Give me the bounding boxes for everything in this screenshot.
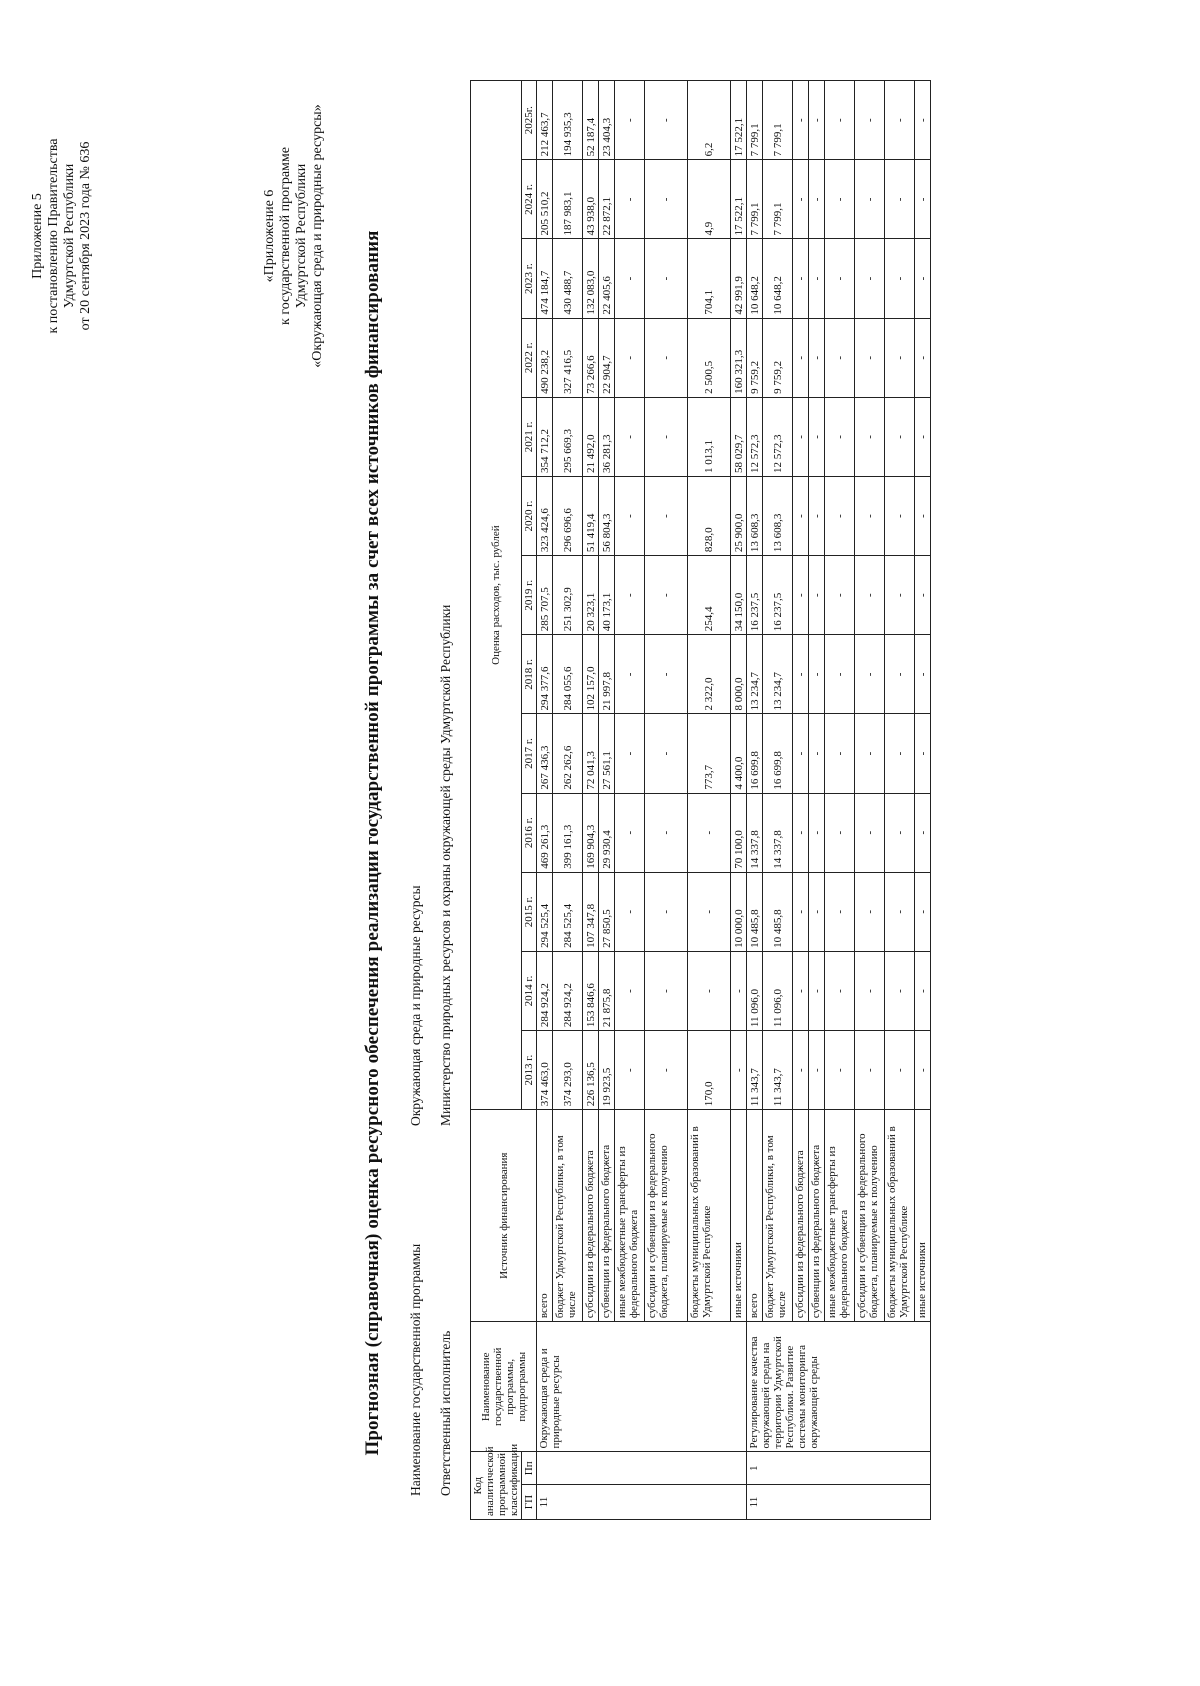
- source-cell: бюджеты муниципальных образований в Удмуртской Республике: [688, 1110, 731, 1322]
- value-cell: 294 377,6: [537, 635, 553, 714]
- value-cell: 169 904,3: [583, 793, 599, 872]
- value-cell: 7 799,1: [763, 160, 793, 239]
- value-cell: 205 510,2: [537, 160, 553, 239]
- value-cell: -: [793, 714, 809, 793]
- value-cell: 773,7: [688, 714, 731, 793]
- program-label: Наименование государственной программы: [408, 1243, 423, 1496]
- value-cell: 56 804,3: [599, 476, 615, 555]
- value-cell: -: [688, 951, 731, 1030]
- value-cell: 107 347,8: [583, 872, 599, 951]
- value-cell: -: [885, 160, 915, 239]
- value-cell: -: [915, 318, 931, 397]
- value-cell: 374 463,0: [537, 1031, 553, 1110]
- value-cell: -: [645, 635, 688, 714]
- value-cell: -: [855, 476, 885, 555]
- value-cell: 2 500,5: [688, 318, 731, 397]
- value-cell: -: [885, 872, 915, 951]
- value-cell: 16 237,5: [763, 556, 793, 635]
- value-cell: 25 900,0: [731, 476, 747, 555]
- value-cell: 9 759,2: [747, 318, 763, 397]
- value-cell: 72 041,3: [583, 714, 599, 793]
- value-cell: 19 923,5: [599, 1031, 615, 1110]
- source-cell: субвенции из федерального бюджета: [599, 1110, 615, 1322]
- value-cell: -: [855, 793, 885, 872]
- value-cell: 490 238,2: [537, 318, 553, 397]
- value-cell: 22 405,6: [599, 239, 615, 318]
- table-row: [583, 81, 599, 1520]
- value-cell: 285 707,5: [537, 556, 553, 635]
- value-cell: -: [645, 476, 688, 555]
- value-cell: 51 419,4: [583, 476, 599, 555]
- value-cell: 22 904,7: [599, 318, 615, 397]
- source-cell: субсидии из федерального бюджета: [793, 1110, 809, 1322]
- value-cell: -: [855, 160, 885, 239]
- value-cell: -: [809, 318, 825, 397]
- appendix-main-line-2: к постановлению Правительства: [46, 138, 61, 334]
- value-cell: -: [825, 1031, 855, 1110]
- source-cell: бюджеты муниципальных образований в Удмуртской Республике: [885, 1110, 915, 1322]
- value-cell: -: [793, 793, 809, 872]
- value-cell: -: [793, 81, 809, 160]
- value-cell: -: [885, 635, 915, 714]
- value-cell: -: [855, 951, 885, 1030]
- value-cell: 323 424,6: [537, 476, 553, 555]
- table-row: [599, 81, 615, 1520]
- value-cell: -: [855, 872, 885, 951]
- value-cell: 16 699,8: [747, 714, 763, 793]
- table-row: [825, 81, 855, 1520]
- program-value: Окружающая среда и природные ресурсы: [408, 885, 423, 1126]
- value-cell: -: [825, 635, 855, 714]
- value-cell: -: [915, 714, 931, 793]
- value-cell: 474 184,7: [537, 239, 553, 318]
- value-cell: -: [615, 1031, 645, 1110]
- executor-value: Министерство природных ресурсов и охраны окружающей среды Удмуртской Республики: [438, 604, 453, 1126]
- header-source: Источник финансирования: [471, 1110, 537, 1322]
- value-cell: -: [885, 556, 915, 635]
- value-cell: 10 648,2: [763, 239, 793, 318]
- appendix-sub-header: [262, 86, 326, 386]
- value-cell: -: [809, 951, 825, 1030]
- value-cell: -: [809, 239, 825, 318]
- value-cell: 21 492,0: [583, 397, 599, 476]
- header-year: 2023 г.: [522, 239, 537, 318]
- value-cell: -: [915, 397, 931, 476]
- document-title: Прогнозная (справочная) оценка ресурсного обеспечения реализации государственной программы за счет всех источников финансирования: [362, 230, 383, 1456]
- value-cell: 7 799,1: [747, 160, 763, 239]
- value-cell: 704,1: [688, 239, 731, 318]
- header-year: 2025г.: [522, 81, 537, 160]
- table-row: [731, 81, 747, 1520]
- value-cell: -: [731, 951, 747, 1030]
- value-cell: -: [915, 872, 931, 951]
- value-cell: -: [885, 1031, 915, 1110]
- value-cell: -: [809, 81, 825, 160]
- value-cell: 284 525,4: [553, 872, 583, 951]
- value-cell: -: [645, 872, 688, 951]
- value-cell: 11 096,0: [763, 951, 793, 1030]
- value-cell: -: [645, 793, 688, 872]
- value-cell: 29 930,4: [599, 793, 615, 872]
- table-row: [645, 81, 688, 1520]
- value-cell: 43 938,0: [583, 160, 599, 239]
- value-cell: -: [645, 714, 688, 793]
- pp-code-cell: [537, 1452, 747, 1485]
- value-cell: 374 293,0: [553, 1031, 583, 1110]
- value-cell: -: [915, 793, 931, 872]
- appendix-sub-line-3: Удмуртской Республики: [294, 163, 309, 309]
- value-cell: 27 561,1: [599, 714, 615, 793]
- value-cell: -: [615, 556, 645, 635]
- table-row: [915, 81, 931, 1520]
- value-cell: -: [825, 951, 855, 1030]
- value-cell: 354 712,2: [537, 397, 553, 476]
- value-cell: 17 522,1: [731, 81, 747, 160]
- value-cell: 399 161,3: [553, 793, 583, 872]
- value-cell: -: [825, 239, 855, 318]
- value-cell: 2 322,0: [688, 635, 731, 714]
- value-cell: 11 343,7: [763, 1031, 793, 1110]
- value-cell: -: [885, 714, 915, 793]
- value-cell: -: [825, 556, 855, 635]
- value-cell: -: [915, 160, 931, 239]
- value-cell: 10 000,0: [731, 872, 747, 951]
- value-cell: 9 759,2: [763, 318, 793, 397]
- value-cell: 295 669,3: [553, 397, 583, 476]
- value-cell: 430 488,7: [553, 239, 583, 318]
- value-cell: -: [885, 318, 915, 397]
- value-cell: 212 463,7: [537, 81, 553, 160]
- appendix-main-line-4: от 20 сентября 2023 года № 636: [78, 141, 93, 331]
- value-cell: -: [915, 951, 931, 1030]
- value-cell: -: [809, 872, 825, 951]
- value-cell: 262 262,6: [553, 714, 583, 793]
- source-cell: субвенции из федерального бюджета: [809, 1110, 825, 1322]
- value-cell: -: [645, 318, 688, 397]
- source-cell: иные источники: [731, 1110, 747, 1322]
- value-cell: -: [615, 81, 645, 160]
- gp-code-cell: 11: [537, 1485, 747, 1520]
- executor-label: Ответственный исполнитель: [438, 1330, 453, 1496]
- value-cell: -: [855, 81, 885, 160]
- value-cell: -: [793, 476, 809, 555]
- value-cell: -: [793, 318, 809, 397]
- value-cell: 10 648,2: [747, 239, 763, 318]
- value-cell: 36 281,3: [599, 397, 615, 476]
- value-cell: -: [915, 476, 931, 555]
- value-cell: -: [645, 239, 688, 318]
- value-cell: -: [645, 1031, 688, 1110]
- header-year: 2019 г.: [522, 556, 537, 635]
- header-year: 2022 г.: [522, 318, 537, 397]
- value-cell: 40 173,1: [599, 556, 615, 635]
- value-cell: -: [915, 635, 931, 714]
- value-cell: -: [885, 397, 915, 476]
- source-cell: всего: [747, 1110, 763, 1322]
- value-cell: -: [915, 81, 931, 160]
- header-year: 2013 г.: [522, 1031, 537, 1110]
- value-cell: 12 572,3: [747, 397, 763, 476]
- value-cell: -: [793, 635, 809, 714]
- value-cell: 14 337,8: [747, 793, 763, 872]
- header-program-name: Наименование государственной программы, подпрограммы: [471, 1322, 537, 1452]
- value-cell: -: [645, 951, 688, 1030]
- value-cell: 327 416,5: [553, 318, 583, 397]
- value-cell: -: [915, 1031, 931, 1110]
- value-cell: -: [885, 951, 915, 1030]
- table-row: [747, 81, 763, 1520]
- value-cell: -: [855, 714, 885, 793]
- value-cell: 13 234,7: [747, 635, 763, 714]
- header-year: 2018 г.: [522, 635, 537, 714]
- value-cell: -: [793, 397, 809, 476]
- value-cell: -: [645, 81, 688, 160]
- value-cell: -: [809, 714, 825, 793]
- source-cell: субсидии из федерального бюджета: [583, 1110, 599, 1322]
- header-year: 2015 г.: [522, 872, 537, 951]
- value-cell: -: [731, 1031, 747, 1110]
- value-cell: 828,0: [688, 476, 731, 555]
- value-cell: 102 157,0: [583, 635, 599, 714]
- value-cell: -: [615, 239, 645, 318]
- source-cell: всего: [537, 1110, 553, 1322]
- value-cell: 1 013,1: [688, 397, 731, 476]
- value-cell: -: [793, 160, 809, 239]
- value-cell: 21 997,8: [599, 635, 615, 714]
- value-cell: -: [825, 160, 855, 239]
- header-year: 2021 г.: [522, 397, 537, 476]
- value-cell: -: [615, 397, 645, 476]
- value-cell: 160 321,3: [731, 318, 747, 397]
- value-cell: 42 991,9: [731, 239, 747, 318]
- value-cell: -: [885, 239, 915, 318]
- value-cell: -: [855, 239, 885, 318]
- value-cell: -: [825, 872, 855, 951]
- value-cell: -: [885, 476, 915, 555]
- source-cell: бюджет Удмуртской Республики, в том числе: [763, 1110, 793, 1322]
- value-cell: 170,0: [688, 1031, 731, 1110]
- table-row: [688, 81, 731, 1520]
- value-cell: 284 055,6: [553, 635, 583, 714]
- header-pp: Пп: [522, 1452, 537, 1485]
- value-cell: 17 522,1: [731, 160, 747, 239]
- value-cell: -: [825, 476, 855, 555]
- value-cell: 58 029,7: [731, 397, 747, 476]
- value-cell: -: [915, 556, 931, 635]
- appendix-sub-line-2: к государственной программе: [278, 147, 293, 325]
- value-cell: 16 699,8: [763, 714, 793, 793]
- value-cell: -: [885, 793, 915, 872]
- value-cell: -: [645, 397, 688, 476]
- table-row: [809, 81, 825, 1520]
- value-cell: -: [809, 556, 825, 635]
- value-cell: -: [615, 714, 645, 793]
- value-cell: 267 436,3: [537, 714, 553, 793]
- table-row: [885, 81, 915, 1520]
- appendix-main-line-3: Удмуртской Республики: [62, 163, 77, 309]
- value-cell: -: [615, 476, 645, 555]
- header-year: 2017 г.: [522, 714, 537, 793]
- value-cell: 254,4: [688, 556, 731, 635]
- appendix-main-line-1: Приложение 5: [30, 193, 45, 279]
- value-cell: 11 343,7: [747, 1031, 763, 1110]
- header-year: 2014 г.: [522, 951, 537, 1030]
- value-cell: 73 266,6: [583, 318, 599, 397]
- value-cell: -: [809, 1031, 825, 1110]
- value-cell: 14 337,8: [763, 793, 793, 872]
- value-cell: 132 083,0: [583, 239, 599, 318]
- pp-code-cell: 1: [747, 1452, 931, 1485]
- value-cell: 23 404,3: [599, 81, 615, 160]
- value-cell: -: [809, 793, 825, 872]
- value-cell: 11 096,0: [747, 951, 763, 1030]
- value-cell: 70 100,0: [731, 793, 747, 872]
- value-cell: 187 983,1: [553, 160, 583, 239]
- value-cell: 284 924,2: [553, 951, 583, 1030]
- value-cell: 10 485,8: [763, 872, 793, 951]
- source-cell: иные межбюджетные трансферты из федерального бюджета: [825, 1110, 855, 1322]
- value-cell: -: [915, 239, 931, 318]
- table-row: [615, 81, 645, 1520]
- value-cell: -: [809, 476, 825, 555]
- source-cell: иные межбюджетные трансферты из федерального бюджета: [615, 1110, 645, 1322]
- value-cell: -: [825, 714, 855, 793]
- value-cell: -: [855, 318, 885, 397]
- value-cell: 294 525,4: [537, 872, 553, 951]
- table-row: [553, 81, 583, 1520]
- value-cell: -: [855, 397, 885, 476]
- value-cell: -: [825, 397, 855, 476]
- header-code: Код аналитической программной классификации: [471, 1452, 522, 1520]
- value-cell: -: [793, 1031, 809, 1110]
- value-cell: 7 799,1: [763, 81, 793, 160]
- value-cell: 34 150,0: [731, 556, 747, 635]
- value-cell: -: [809, 397, 825, 476]
- source-cell: иные источники: [915, 1110, 931, 1322]
- header-year: 2024 г.: [522, 160, 537, 239]
- value-cell: 7 799,1: [747, 81, 763, 160]
- value-cell: 10 485,8: [747, 872, 763, 951]
- value-cell: -: [793, 951, 809, 1030]
- value-cell: 20 323,1: [583, 556, 599, 635]
- value-cell: 21 875,8: [599, 951, 615, 1030]
- value-cell: -: [615, 160, 645, 239]
- value-cell: 6,2: [688, 81, 731, 160]
- value-cell: 13 608,3: [763, 476, 793, 555]
- value-cell: 153 846,6: [583, 951, 599, 1030]
- value-cell: 16 237,5: [747, 556, 763, 635]
- value-cell: -: [885, 81, 915, 160]
- appendix-sub-line-1: «Приложение 6: [262, 189, 277, 283]
- value-cell: -: [793, 239, 809, 318]
- table-row: [793, 81, 809, 1520]
- value-cell: 12 572,3: [763, 397, 793, 476]
- program-name-cell: Регулирование качества окружающей среды на территории Удмуртской Республики. Развитие системы мониторинга окружающей среды: [747, 1322, 931, 1452]
- value-cell: -: [825, 318, 855, 397]
- value-cell: -: [645, 556, 688, 635]
- header-estimate: Оценка расходов, тыс. рублей: [471, 81, 522, 1110]
- value-cell: -: [688, 872, 731, 951]
- gp-code-cell: 11: [747, 1485, 931, 1520]
- value-cell: 469 261,3: [537, 793, 553, 872]
- value-cell: -: [615, 793, 645, 872]
- value-cell: 13 608,3: [747, 476, 763, 555]
- value-cell: -: [793, 556, 809, 635]
- value-cell: -: [825, 81, 855, 160]
- value-cell: -: [855, 635, 885, 714]
- funding-table: [470, 80, 931, 1520]
- value-cell: 52 187,4: [583, 81, 599, 160]
- header-year: 2016 г.: [522, 793, 537, 872]
- source-cell: субсидии и субвенции из федерального бюджета, планируемые к получению: [855, 1110, 885, 1322]
- value-cell: -: [809, 160, 825, 239]
- value-cell: 4,9: [688, 160, 731, 239]
- value-cell: -: [855, 1031, 885, 1110]
- table-row: [537, 81, 553, 1520]
- value-cell: -: [615, 951, 645, 1030]
- table-row: [763, 81, 793, 1520]
- value-cell: -: [825, 793, 855, 872]
- value-cell: 194 935,3: [553, 81, 583, 160]
- header-year: 2020 г.: [522, 476, 537, 555]
- appendix-sub-line-4: «Окружающая среда и природные ресурсы»: [310, 104, 325, 368]
- table-row: [855, 81, 885, 1520]
- value-cell: 27 850,5: [599, 872, 615, 951]
- header-gp: ГП: [522, 1485, 537, 1520]
- source-cell: субсидии и субвенции из федерального бюджета, планируемые к получению: [645, 1110, 688, 1322]
- appendix-main-header: [30, 86, 94, 386]
- value-cell: -: [688, 793, 731, 872]
- value-cell: 251 302,9: [553, 556, 583, 635]
- value-cell: 284 924,2: [537, 951, 553, 1030]
- value-cell: 4 400,0: [731, 714, 747, 793]
- value-cell: 13 234,7: [763, 635, 793, 714]
- value-cell: 22 872,1: [599, 160, 615, 239]
- source-cell: бюджет Удмуртской Республики, в том числе: [553, 1110, 583, 1322]
- value-cell: 226 136,5: [583, 1031, 599, 1110]
- value-cell: -: [855, 556, 885, 635]
- value-cell: -: [615, 635, 645, 714]
- value-cell: -: [615, 318, 645, 397]
- value-cell: -: [793, 872, 809, 951]
- value-cell: 8 000,0: [731, 635, 747, 714]
- value-cell: -: [809, 635, 825, 714]
- value-cell: -: [615, 872, 645, 951]
- value-cell: 296 696,6: [553, 476, 583, 555]
- program-name-cell: Окружающая среда и природные ресурсы: [537, 1322, 747, 1452]
- value-cell: -: [645, 160, 688, 239]
